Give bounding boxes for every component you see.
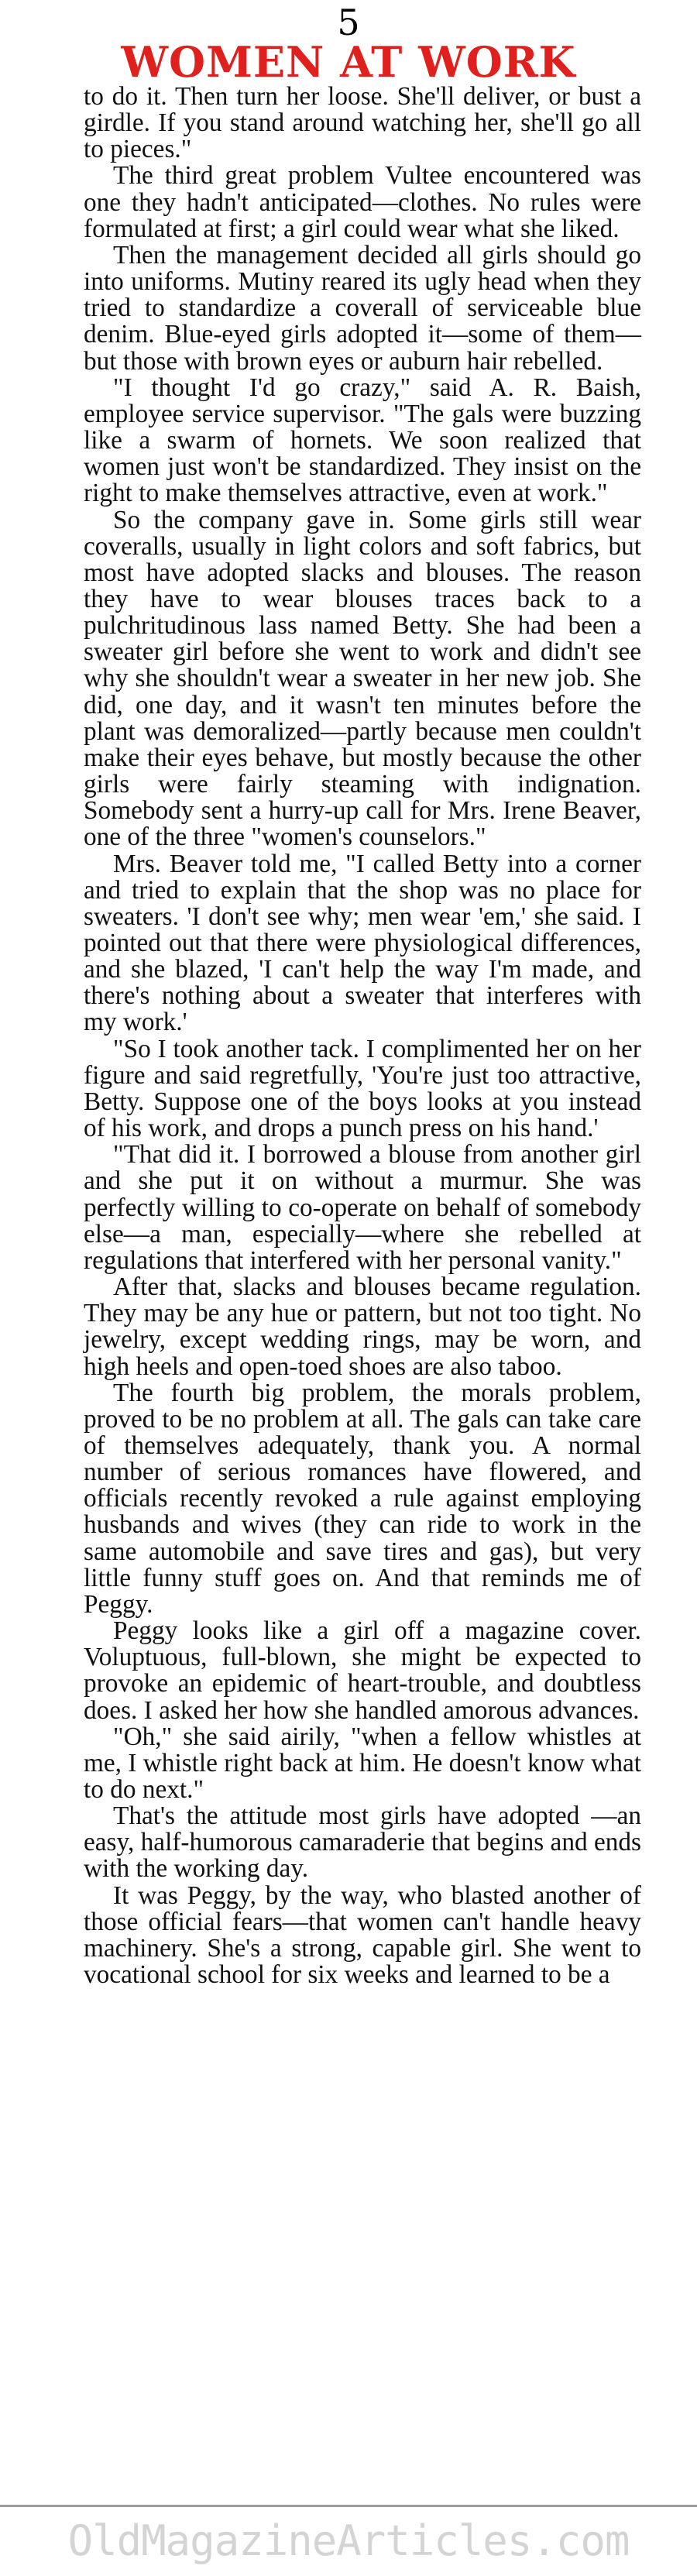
paragraph: "So I took another tack. I complimented her on her figure and said regretfully, 'You're just too attractive, Betty. Suppose one of the boys looks at you instead of his work, and drops a punch press on his hand.' xyxy=(84,1034,641,1143)
paragraph: "Oh," she said airily, "when a fellow whistles at me, I whistle right back at him. He doesn't know what to do next." xyxy=(84,1722,641,1804)
paragraph: That's the attitude most girls have adopted —an easy, half-humorous camaraderie that begins and ends with the working day. xyxy=(84,1801,641,1884)
footer-watermark: OldMagazineArticles.com xyxy=(0,2505,697,2576)
paragraph: to do it. Then turn her loose. She'll deliver, or bust a girdle. If you stand around watching her, she'll go all to pieces." xyxy=(84,82,641,164)
paragraph: The fourth big problem, the morals problem, proved to be no problem at all. The gals can take care of themselves adequately, thank you. A normal number of serious romances have flowered, and officials recently revoked a rule against employing husbands and wives (they can ride to work in the same automobile and save tires and gas), but very little funny stuff goes on. And that reminds me of Peggy. xyxy=(84,1378,641,1619)
paragraph: It was Peggy, by the way, who blasted another of those official fears—that women can't handle heavy machinery. She's a strong, capable girl. She went to vocational school for six weeks and learned to be a xyxy=(84,1880,641,1990)
article-body xyxy=(84,84,641,1988)
paragraph: The third great problem Vultee encountered was one they hadn't anticipated—clothes. No rules were formulated at first; a girl could wear what she liked. xyxy=(84,161,641,243)
page-number: 5 xyxy=(337,2,360,43)
paragraph: Peggy looks like a girl off a magazine cover. Voluptuous, full-blown, she might be expected to provoke an epidemic of heart-trouble, and doubtless does. I asked her how she handled amorous advances. xyxy=(84,1616,641,1725)
section-title: WOMEN AT WORK xyxy=(121,37,576,87)
paragraph: Mrs. Beaver told me, "I called Betty into a corner and tried to explain that the shop was no place for sweaters. 'I don't see why; men wear 'em,' she said. I pointed out that there were physiological differences, and she blazed, 'I can't help the way I'm made, and there's nothing about a sweater that interferes with my work.' xyxy=(84,849,641,1037)
paragraph: After that, slacks and blouses became regulation. They may be any hue or pattern, but not too tight. No jewelry, except wedding rings, may be worn, and high heels and open-toed shoes are also taboo. xyxy=(84,1273,641,1381)
paragraph: So the company gave in. Some girls still wear coveralls, usually in light colors and soft fabrics, but most have adopted slacks and blouses. The reason they have to wear blouses traces back to a pulchritudinous lass named Betty. She had been a sweater girl before she went to work and didn't see why she shouldn't wear a sweater in her new job. She did, one day, and it wasn't ten minutes before the plant was demoralized—partly because men couldn't make their eyes behave, but mostly because the other girls were fairly steaming with indignation. Somebody sent a hurry-up call for Mrs. Irene Beaver, one of the three "women's counselors." xyxy=(84,505,641,852)
paragraph: Then the management decided all girls should go into uniforms. Mutiny reared its ugly head when they tried to standardize a coverall of serviceable blue denim. Blue-eyed girls adopted it—some of them—but those with brown eyes or auburn hair rebelled. xyxy=(84,240,641,376)
paragraph: "That did it. I borrowed a blouse from another girl and she put it on without a murmur. She was perfectly willing to co-operate on behalf of somebody else—a man, especially—where she rebelled at regulations that interfered with her personal vanity." xyxy=(84,1140,641,1275)
paragraph: "I thought I'd go crazy," said A. R. Baish, employee service supervisor. "The gals were buzzing like a swarm of hornets. We soon realized that women just won't be standardized. They insist on the right to make themselves attractive, even at work." xyxy=(84,373,641,508)
